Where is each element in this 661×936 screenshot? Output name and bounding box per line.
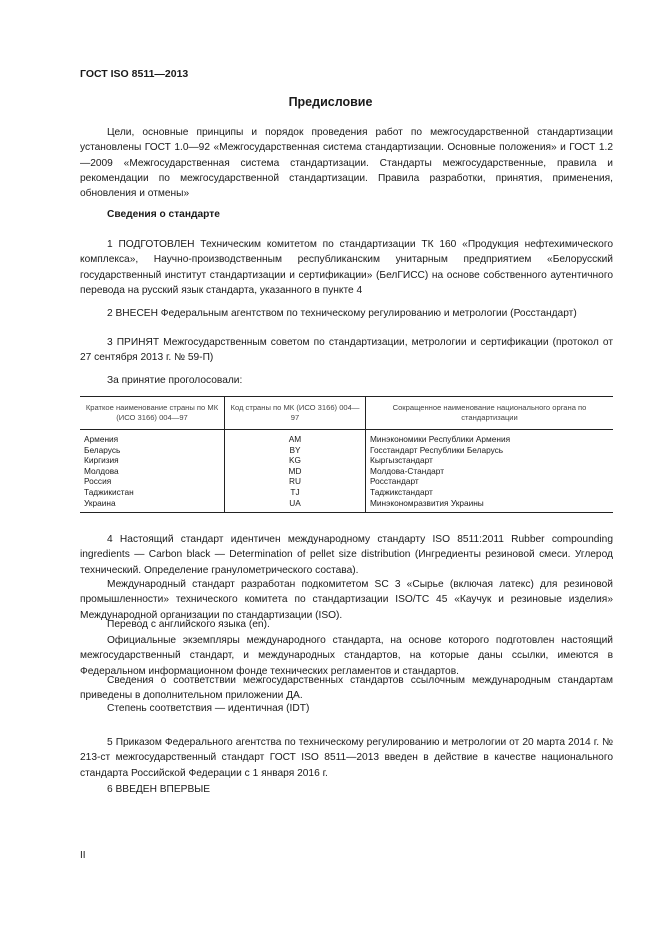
page-title: Предисловие <box>288 95 373 109</box>
intro-paragraph: Цели, основные принципы и порядок проведения работ по межгосударственной стандартизации установлены ГОСТ 1.0—92 «Межгосударственная система стандартизации. Основные положения» и ГОСТ 1.2—2009 «Межгосударственная система стандартизации. Стандарты межгосударственные, правила и рекомендации по межгосударственной стандартизации. Правила разработки, принятия, применения, обновления и отмены» <box>80 127 613 200</box>
header-code: Код страны по МК (ИСО 3166) 004—97 <box>225 397 366 430</box>
code-cell: MD <box>225 466 366 477</box>
voted-label: За принятие проголосовали: <box>107 375 243 386</box>
table-row <box>80 466 613 477</box>
item-5: 5 Приказом Федерального агентства по техническому регулированию и метрологии от 20 марта 2014 г. № 213-ст межгосударственный стандарт ГОСТ ISO 8511—2013 введен в действие в качестве национального стандарта Российской Федерации с 1 января 2016 г. <box>80 737 613 779</box>
item-4-degree: Степень соответствия — идентичная (IDT) <box>107 703 310 714</box>
item-3: 3 ПРИНЯТ Межгосударственным советом по стандартизации, метрологии и сертификации (протокол от 27 сентября 2013 г. № 59-П) <box>80 337 613 364</box>
country-cell: Киргизия <box>80 455 225 466</box>
table-row <box>80 498 613 513</box>
body-cell: Минэкономики Республики Армения <box>370 434 511 444</box>
table-row <box>80 476 613 487</box>
code-cell: AM <box>225 430 366 445</box>
item-4-origin: Международный стандарт разработан подкомитетом SC 3 «Сырье (включая латекс) для резиновой промышленности» технического комитета по стандартизации ISO/TC 45 «Каучук и резиновые изделия» Международной организации по стандартизации (ISO). <box>80 579 613 621</box>
code-cell: BY <box>225 445 366 456</box>
item-4-compliance-info: Сведения о соответствии межгосударственных стандартов ссылочным международным стандартам приведены в дополнительном приложении ДА. <box>80 675 613 702</box>
item-1: 1 ПОДГОТОВЛЕН Техническим комитетом по стандартизации ТК 160 «Продукция нефтехимического комплекса», Научно-производственным республиканским унитарным предприятием «Белорусский государственный институт стандартизации и сертификации» (БелГИСС) на основе собственного аутентичного перевода на русский язык стандарта, указанного в пункте 4 <box>80 239 613 296</box>
item-4-official-copies: Официальные экземпляры международного стандарта, на основе которого подготовлен настоящий межгосударственный стандарт, и международных стандартов, на которые даны ссылки, имеются в Федеральном информационном фонде технических регламентов и стандартов. <box>80 635 613 677</box>
code-cell: UA <box>225 498 366 513</box>
body-cell: Молдова-Стандарт <box>370 465 445 476</box>
body-cell: Госстандарт Республики Беларусь <box>370 444 504 455</box>
country-cell: Беларусь <box>80 445 225 456</box>
item-4: 4 Настоящий стандарт идентичен международному стандарту ISO 8511:2011 Rubber compounding ingredients — Carbon black — Determination of pellet size distribution (Ингредиенты резиновой смеси. Углерод технический. Определение гранулометрического состава). <box>80 534 613 576</box>
body-cell: Росстандарт <box>370 476 419 487</box>
country-cell: Молдова <box>80 466 225 477</box>
header-country: Краткое наименование страны по МК (ИСО 3166) 004—97 <box>80 397 225 430</box>
item-2: 2 ВНЕСЕН Федеральным агентством по техническому регулированию и метрологии (Росстандарт) <box>107 308 577 319</box>
table-row <box>80 455 613 466</box>
item-4-translation: Перевод с английского языка (en). <box>107 619 270 630</box>
body-cell: Кыргызстандарт <box>370 455 433 466</box>
country-cell: Россия <box>80 476 225 487</box>
info-heading: Сведения о стандарте <box>107 209 220 220</box>
voting-table <box>80 396 613 513</box>
header-body: Сокращенное наименование национального органа по стандартизации <box>366 397 614 430</box>
table-row <box>80 487 613 498</box>
code-cell: TJ <box>225 487 366 498</box>
table-row <box>80 430 613 445</box>
country-cell: Таджикистан <box>80 487 225 498</box>
code-cell: KG <box>225 455 366 466</box>
code-cell: RU <box>225 476 366 487</box>
country-cell: Армения <box>80 430 225 445</box>
page-number: II <box>80 850 86 861</box>
document-code: ГОСТ ISO 8511—2013 <box>80 68 189 80</box>
table-row <box>80 445 613 456</box>
body-cell: Минэкономразвития Украины <box>366 498 614 513</box>
body-cell: Таджикстандарт <box>370 486 433 497</box>
country-cell: Украина <box>80 498 225 513</box>
item-6: 6 ВВЕДЕН ВПЕРВЫЕ <box>107 784 211 795</box>
table-header-row <box>80 397 613 430</box>
